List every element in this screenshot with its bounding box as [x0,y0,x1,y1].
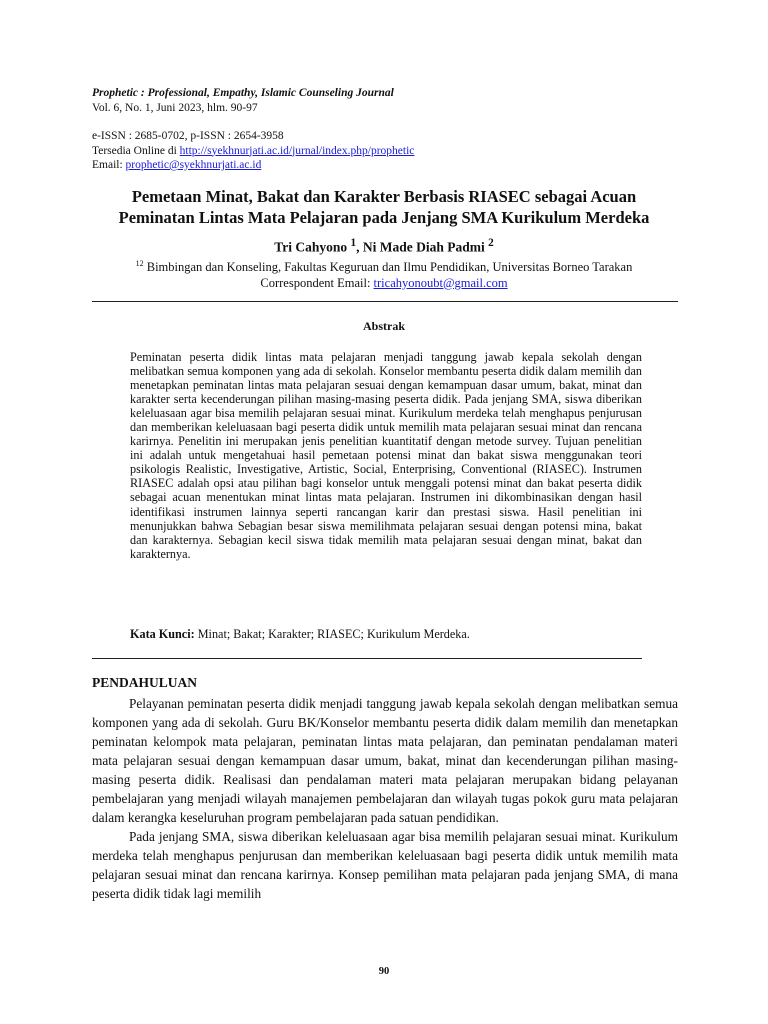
online-prefix: Tersedia Online di [92,144,180,157]
volume-info: Vol. 6, No. 1, Juni 2023, hlm. 90-97 [92,101,258,114]
affiliation-line [80,256,688,276]
online-line [92,144,414,159]
title-line-1: Pemetaan Minat, Bakat dan Karakter Berbasis RIASEC sebagai Acuan [131,187,637,206]
affiliation-sup: 12 [135,259,144,268]
page-number: 90 [378,966,390,977]
correspondent-email-link[interactable]: tricahyonoubt@gmail.com [373,275,508,290]
body-paragraph-1: Pelayanan peminatan peserta didik menjadi tanggung jawab kepala sekolah dengan melibatkan semua komponen yang ada di sekolah. Guru BK/Konselor membantu peserta didik dalam memilih dan menetapkan peminatan kelompok mata pelajaran, peminatan lintas mata pelajaran, dan peminatan pendalaman materi mata pelajaran sesuai dengan kemampuan dasar umum, bakat, minat dan kecenderungan pilihan masing-masing peserta didik. Realisasi dan pendalaman materi mata pelajaran merupakan bidang pelayanan pembelajaran yang menjadi wilayah manajemen pembelajaran dan wilayah tugas pokok guru mata pelajaran dalam kerangka keseluruhan program pembelajaran pada satuan pendidikan. [92,696,678,826]
article-title [80,187,688,228]
author-2-sup: 2 [488,237,494,249]
author-1-sup: 1 [350,237,357,249]
keywords-line [130,627,470,642]
journal-email-link[interactable]: prophetic@syekhnurjati.ac.id [125,159,262,171]
issn-line: e-ISSN : 2685-0702, p-ISSN : 2654-3958 [92,130,284,142]
abstract-heading: Abstrak [362,319,405,333]
issn-block [92,129,414,173]
abstract-text: Peminatan peserta didik lintas mata pelajaran menjadi tanggung jawab kepala sekolah dengan melibatkan semua komponen yang ada di sekolah. Konselor membantu peserta didik dalam memilih dan menetapkan peminatan lintas mata pelajaran sesuai dengan kemampuan dasar umum, bakat, minat dan karakter serta kecenderungan pilihan masing-masing peserta didik. Pada jenjang SMA, siswa diberikan keleluasaan agar bisa memilih pelajaran sesuai minat. Kurikulum merdeka telah menghapus penjurusan dan memberikan keleluasaan bagi peserta didik untuk memilih mata pelajaran sesuai minat dan rencana karirnya. Penelitin ini merupakan jenis penelitian kuantitatif dengan metode survey. Tujuan penelitian ini adalah untuk mengetahuai hasil pemetaan potensi minat dan bakat siswa menggunakan teori psikologis Realistic, Investigative, Artistic, Social, Enterprising, Conventional (RIASEC). Instrumen RIASEC adalah opsi atau pilihan bagi konselor untuk menggali potensi minat dan bakat peserta didik sebagai acuan menentukan minat lintas mata pelajaran. Instrumen ini dikombinasikan dengan hasil identifikasi instrumen lainnya seperti rancangan karir dan prestasi siswa. Hasil penelitian ini menunjukkan bahwa Sebagian besar siswa memilihmata pelajaran sesuai dengan potensi mina, bakat dan karakternya. Sebagian kecil siswa tidak memilih mata pelajaran sesuai dengan minat, bakat dan karakternya. [130,350,642,561]
section-heading: PENDAHULUAN [92,675,198,690]
affiliation: Bimbingan dan Konseling, Fakultas Keguruan dan Ilmu Pendidikan, Universitas Borneo Tarakan [143,260,633,275]
journal-name: Prophetic : Professional, Empathy, Islamic Counseling Journal [92,87,394,99]
author-separator: , [356,239,363,255]
keywords-label: Kata Kunci: [130,627,195,641]
journal-url-link[interactable]: http://syekhnurjati.ac.id/jurnal/index.php/prophetic [179,144,415,157]
journal-header [92,86,394,115]
section-body [92,694,678,904]
body-paragraph-2: Pada jenjang SMA, siswa diberikan keleluasaan agar bisa memilih pelajaran sesuai minat. Kurikulum merdeka telah menghapus penjurusan dan memberikan keleluasaan bagi peserta didik untuk memilih mata pelajaran sesuai minat dan rencana karirnya. Konsep pemilihan mata pelajaran pada jenjang SMA, di mana peserta didik tidak lagi memilih [92,829,678,902]
title-line-2: Peminatan Lintas Mata Pelajaran pada Jenjang SMA Kurikulum Merdeka [118,207,650,227]
section-divider [92,658,642,659]
correspondent-line [80,276,688,292]
email-prefix: Email: [92,159,126,171]
author-1: Tri Cahyono [274,239,348,255]
author-2: Ni Made Diah Padmi [362,239,485,255]
keywords-text: Minat; Bakat; Karakter; RIASEC; Kurikulum Merdeka. [194,627,470,641]
correspondent-prefix: Correspondent Email: [260,275,374,290]
email-line [92,158,414,173]
author-list [80,237,688,256]
affiliation-block [80,256,688,291]
top-divider [92,301,678,302]
